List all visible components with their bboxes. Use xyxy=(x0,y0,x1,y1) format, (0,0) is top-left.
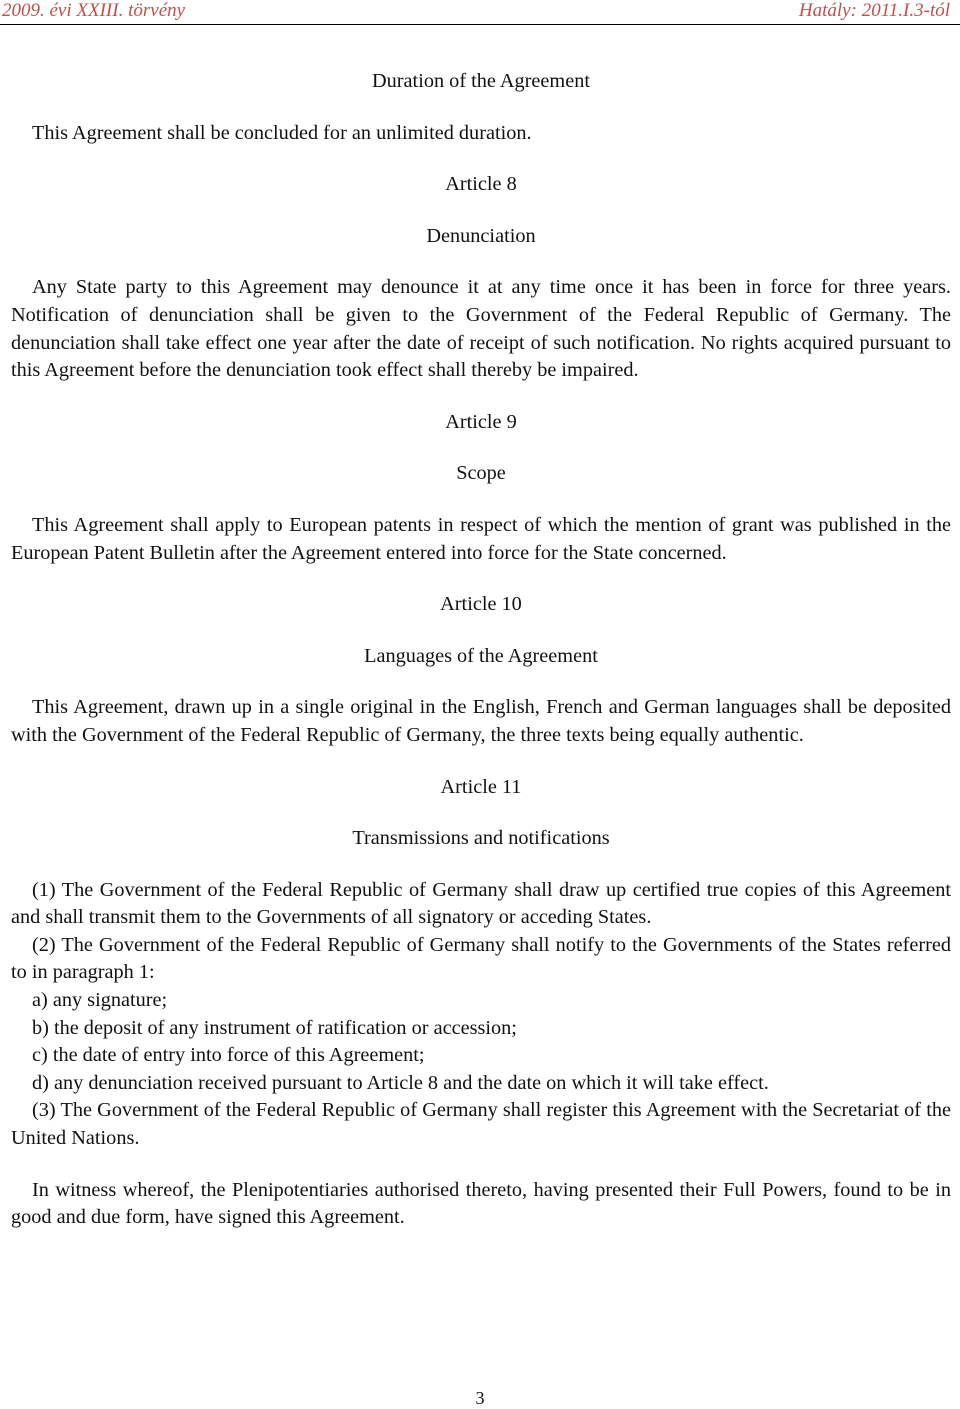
duration-heading: Duration of the Agreement xyxy=(372,70,590,92)
duration-paragraph: This Agreement shall be concluded for an unlimited duration. xyxy=(32,121,532,144)
article-11-paragraph-3: (3) The Government of the Federal Republic of Germany shall register this Agreement with the Secretariat of the United Nations. xyxy=(11,1099,951,1150)
article-9-title: Scope xyxy=(456,462,506,485)
article-11-item-c: c) the date of entry into force of this Agreement; xyxy=(32,1044,425,1067)
article-11-heading: Article 11 xyxy=(440,775,522,798)
article-11-item-a: a) any signature; xyxy=(32,989,168,1012)
article-8-paragraph: Any State party to this Agreement may denounce it at any time once it has been in force for three years. Notification of denunciation shall be given to the Government of the Federal Republic of Germany. The denunciation shall take effect one year after the date of receipt of such notification. No rights acquired pursuant to this Agreement before the denunciation took effect shall thereby be impaired. xyxy=(11,276,951,382)
article-11-item-d: d) any denunciation received pursuant to Article 8 and the date on which it will take effect. xyxy=(32,1071,769,1094)
article-11-item-b: b) the deposit of any instrument of ratification or accession; xyxy=(32,1016,517,1039)
header-law-title: 2009. évi XXIII. törvény xyxy=(2,0,186,21)
article-8-title: Denunciation xyxy=(426,224,536,247)
header-effective-date: Hatály: 2011.I.3-tól xyxy=(798,0,950,21)
page-number: 3 xyxy=(475,1388,485,1408)
article-9-heading: Article 9 xyxy=(445,410,517,433)
article-10-paragraph: This Agreement, drawn up in a single original in the English, French and German languages shall be deposited with the Government of the Federal Republic of Germany, the three texts being equally authentic. xyxy=(11,696,951,746)
article-8-heading: Article 8 xyxy=(445,173,517,196)
article-11-paragraph-2: (2) The Government of the Federal Republic of Germany shall notify to the Governments of the States referred to in paragraph 1: xyxy=(11,933,951,984)
article-10-heading: Article 10 xyxy=(440,593,522,616)
page-header xyxy=(0,0,960,25)
article-9-paragraph: This Agreement shall apply to European patents in respect of which the mention of grant was published in the European Patent Bulletin after the Agreement entered into force for the State concerned. xyxy=(11,513,951,564)
article-11-paragraph-1: (1) The Government of the Federal Republic of Germany shall draw up certified true copies of this Agreement and shall transmit them to the Governments of all signatory or acceding States. xyxy=(11,878,951,929)
witness-paragraph: In witness whereof, the Plenipotentiaries authorised thereto, having presented their Full Powers, found to be in good and due form, have signed this Agreement. xyxy=(11,1178,951,1229)
article-10-title: Languages of the Agreement xyxy=(364,644,598,667)
article-11-title: Transmissions and notifications xyxy=(352,827,610,850)
document-body xyxy=(11,68,951,1232)
